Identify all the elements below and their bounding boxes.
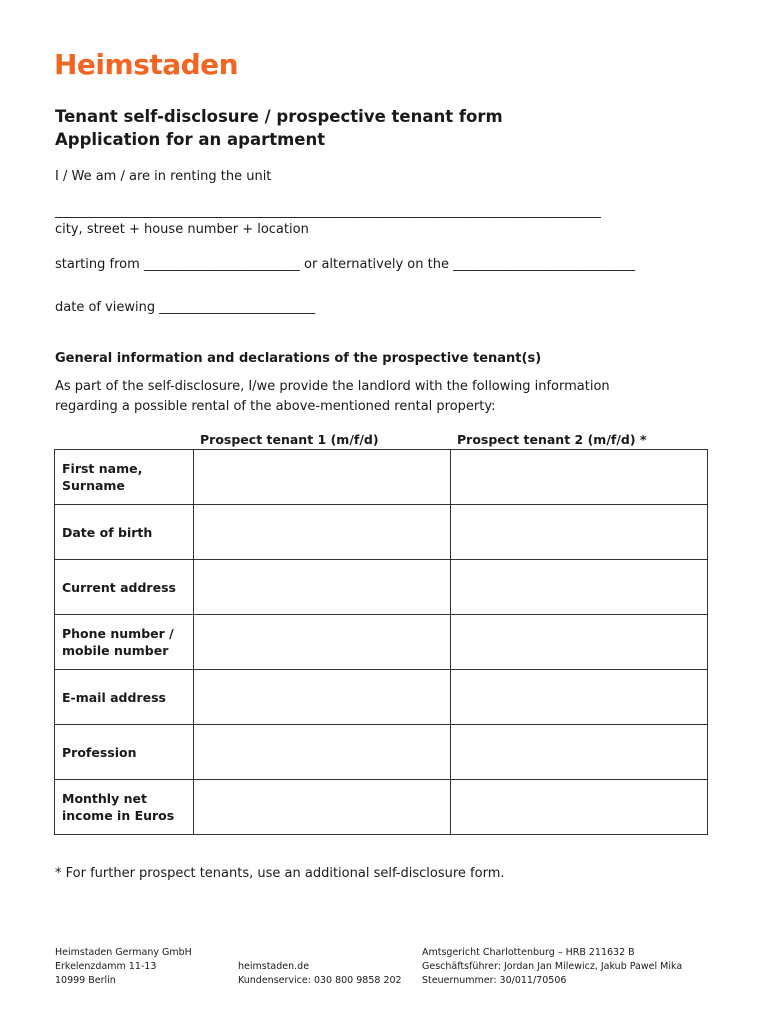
- row-label-line: Date of birth: [62, 524, 153, 540]
- footnote: * For further prospect tenants, use an additional self-disclosure form.: [55, 866, 505, 881]
- tenant-1-field[interactable]: [194, 560, 451, 615]
- table-row: [55, 505, 708, 560]
- row-label-line: Current address: [62, 579, 176, 595]
- column-header-tenant-1: Prospect tenant 1 (m/f/d): [200, 432, 379, 447]
- table-row: [55, 450, 708, 505]
- footer-line: Heimstaden Germany GmbH: [55, 947, 192, 958]
- heimstaden-logo: Heimstaden: [54, 48, 239, 81]
- table-row: [55, 670, 708, 725]
- tenant-1-field[interactable]: [194, 780, 451, 835]
- unit-intro: I / We am / are in renting the unit: [55, 169, 272, 184]
- row-label-line: E-mail address: [62, 689, 166, 705]
- row-label-line: mobile number: [62, 643, 169, 658]
- footer-line: Kundenservice: 030 800 9858 202: [238, 975, 402, 986]
- table-row: [55, 780, 708, 835]
- row-label-line: Profession: [62, 744, 137, 760]
- tenant-2-field[interactable]: [451, 560, 708, 615]
- table-row: [55, 615, 708, 670]
- footer-website-link[interactable]: heimstaden.de: [238, 961, 310, 972]
- row-label: [55, 560, 194, 615]
- footer-line: Erkelenzdamm 11-13: [55, 961, 157, 972]
- form-title-line1: Tenant self-disclosure / prospective tenant form: [55, 107, 503, 126]
- unit-caption: city, street + house number + location: [55, 222, 309, 237]
- footer-line: Amtsgericht Charlottenburg – HRB 211632 B: [422, 947, 635, 958]
- tenant-2-field[interactable]: [451, 450, 708, 505]
- table-row: [55, 560, 708, 615]
- row-label-line: Phone number /: [62, 626, 174, 641]
- section-intro: As part of the self-disclosure, I/we provide the landlord with the following information regarding a possible rental of the above-mentioned rental property:: [55, 379, 610, 414]
- row-label: [55, 615, 194, 670]
- tenant-1-field[interactable]: [194, 450, 451, 505]
- footer-line: Geschäftsführer: Jordan Jan Milewicz, Jakub Pawel Mika: [422, 961, 683, 972]
- viewing-date-line[interactable]: date of viewing ________________________: [55, 300, 316, 315]
- tenant-1-field[interactable]: [194, 505, 451, 560]
- row-label: [55, 780, 194, 835]
- row-label-line: Surname: [62, 478, 125, 493]
- row-label: [55, 505, 194, 560]
- row-label-line: Monthly net: [62, 791, 147, 806]
- row-label-line: income in Euros: [62, 808, 175, 823]
- row-label: [55, 670, 194, 725]
- footer-line: 10999 Berlin: [55, 975, 116, 986]
- tenant-2-field[interactable]: [451, 780, 708, 835]
- section-heading: General information and declarations of the prospective tenant(s): [55, 351, 542, 366]
- tenant-2-field[interactable]: [451, 670, 708, 725]
- footer-legal: [422, 946, 682, 988]
- form-title-line2: Application for an apartment: [55, 130, 326, 149]
- tenant-1-field[interactable]: [194, 725, 451, 780]
- table-row: [55, 725, 708, 780]
- tenant-1-field[interactable]: [194, 615, 451, 670]
- footer-company: [55, 946, 192, 988]
- footer-line: Steuernummer: 30/011/70506: [422, 975, 567, 986]
- tenant-2-field[interactable]: [451, 505, 708, 560]
- tenant-2-field[interactable]: [451, 725, 708, 780]
- column-header-tenant-2: Prospect tenant 2 (m/f/d) *: [457, 432, 647, 447]
- unit-fill-line[interactable]: ________________________________________________________________________________________: [55, 204, 601, 219]
- tenant-1-field[interactable]: [194, 670, 451, 725]
- row-label: [55, 450, 194, 505]
- row-label: [55, 725, 194, 780]
- form-title: [55, 105, 503, 151]
- tenant-2-field[interactable]: [451, 615, 708, 670]
- tenant-info-table: [54, 449, 708, 835]
- starting-from-line[interactable]: starting from ________________________ or alternatively on the ____________________________: [55, 257, 636, 272]
- footer-contact: [238, 960, 402, 988]
- row-label-line: First name,: [62, 461, 143, 476]
